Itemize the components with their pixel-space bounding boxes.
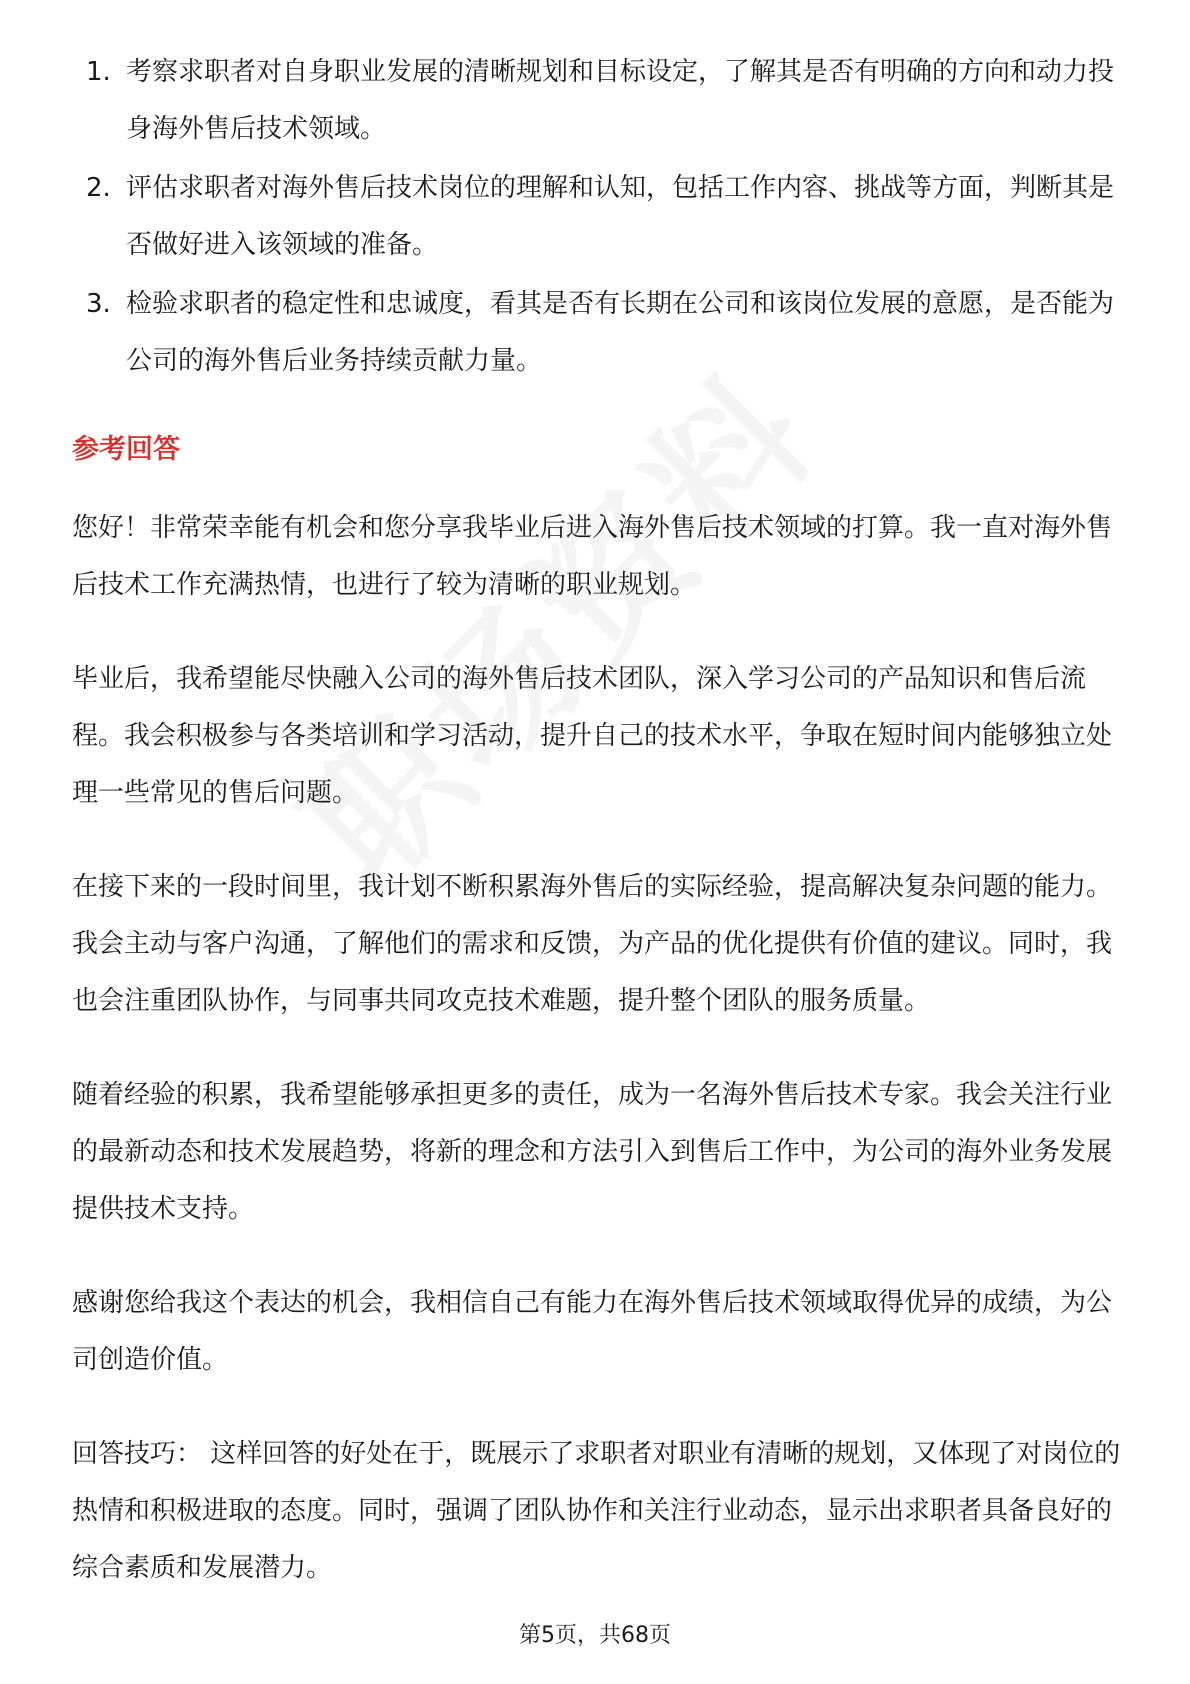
list-item-number: 3.	[86, 289, 111, 319]
page-number-footer: 第5页，共68页	[519, 1623, 671, 1648]
list-item	[72, 44, 1122, 158]
paragraph: 感谢您给我这个表达的机会，我相信自己有能力在海外售后技术领域取得优异的成绩，为公司创造价值。	[72, 1288, 1113, 1375]
section-title: 参考回答	[72, 434, 180, 465]
list-item-number: 2.	[86, 173, 111, 203]
paragraph: 随着经验的积累，我希望能够承担更多的责任，成为一名海外售后技术专家。我会关注行业的最新动态和技术发展趋势，将新的理念和方法引入到售后工作中，为公司的海外业务发展提供技术支持。	[72, 1080, 1113, 1224]
answer-tips-paragraph: 回答技巧： 这样回答的好处在于，既展示了求职者对职业有清晰的规划，又体现了对岗位的热情和积极进取的态度。同时，强调了团队协作和关注行业动态，显示出求职者具备良好的综合素质和发展潜力。	[72, 1439, 1121, 1583]
list-item-text: 检验求职者的稳定性和忠诚度，看其是否有长期在公司和该岗位发展的意愿，是否能为公司的海外售后业务持续贡献力量。	[126, 289, 1115, 376]
document-content	[72, 44, 1122, 1634]
list-item	[72, 160, 1122, 274]
list-item-number: 1.	[86, 57, 111, 87]
paragraph: 毕业后，我希望能尽快融入公司的海外售后技术团队，深入学习公司的产品知识和售后流程。我会积极参与各类培训和学习活动，提升自己的技术水平，争取在短时间内能够独立处理一些常见的售后问题。	[72, 664, 1113, 808]
list-item	[72, 276, 1122, 390]
list-item-text: 评估求职者对海外售后技术岗位的理解和认知，包括工作内容、挑战等方面，判断其是否做好进入该领域的准备。	[126, 173, 1115, 260]
paragraph: 在接下来的一段时间里，我计划不断积累海外售后的实际经验，提高解决复杂问题的能力。我会主动与客户沟通，了解他们的需求和反馈，为产品的优化提供有价值的建议。同时，我也会注重团队协作，与同事共同攻克技术难题，提升整个团队的服务质量。	[72, 872, 1113, 1016]
list-item-text: 考察求职者对自身职业发展的清晰规划和目标设定，了解其是否有明确的方向和动力投身海外售后技术领域。	[126, 57, 1115, 144]
numbered-list	[72, 44, 1122, 390]
paragraph: 您好！非常荣幸能有机会和您分享我毕业后进入海外售后技术领域的打算。我一直对海外售后技术工作充满热情，也进行了较为清晰的职业规划。	[72, 513, 1113, 600]
